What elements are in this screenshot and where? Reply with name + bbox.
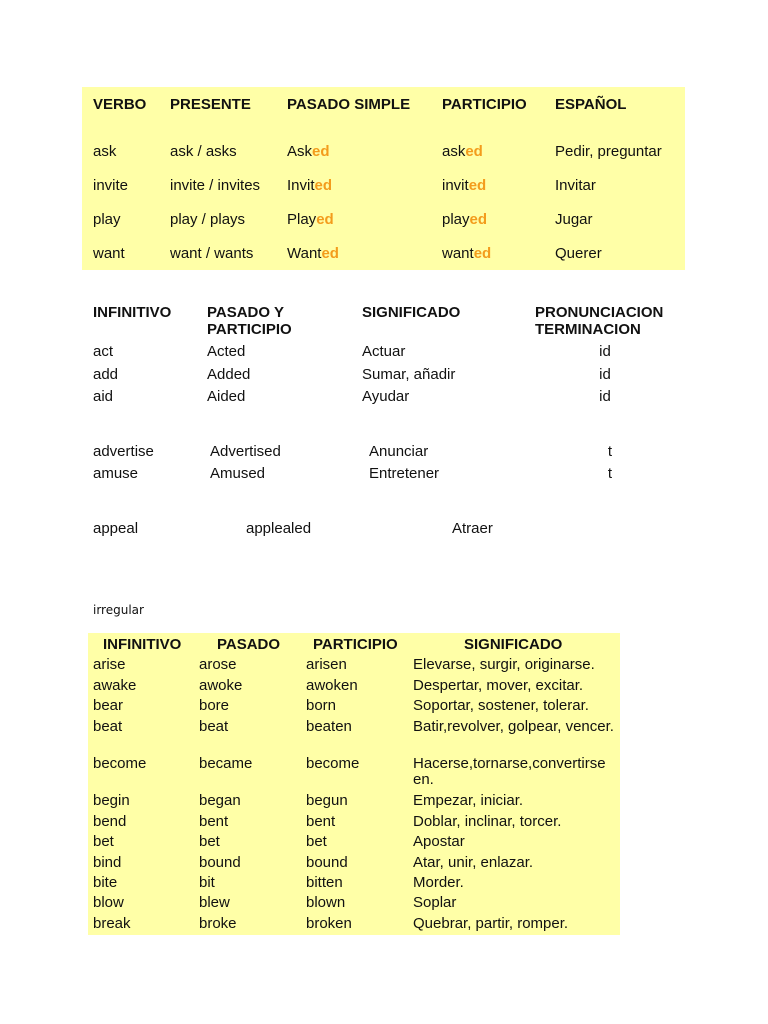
table-cell: Sumar, añadir — [362, 366, 456, 383]
header-participio: PARTICIPIO — [313, 636, 398, 653]
table-cell — [442, 211, 487, 228]
table-cell: Atar, unir, enlazar. — [413, 854, 534, 871]
table-cell: bet — [199, 833, 220, 850]
table-cell: Hacerse,tornarse,convertirse en. — [413, 755, 606, 788]
table-cell: broken — [306, 915, 352, 932]
ed-suffix: ed — [468, 177, 487, 194]
pronunciation-table — [93, 304, 693, 544]
table-cell: Elevarse, surgir, originarse. — [413, 656, 595, 673]
table-cell: Quebrar, partir, romper. — [413, 915, 569, 932]
header-infinitivo: INFINITIVO — [103, 636, 182, 653]
ed-suffix: ed — [469, 211, 488, 228]
table-cell: awoken — [306, 677, 358, 694]
table-cell: arise — [93, 656, 126, 673]
table-cell: t — [607, 443, 613, 460]
table-cell: invite / invites — [170, 177, 261, 194]
header-participio: PARTICIPIO — [442, 96, 527, 113]
table-cell: ask / asks — [170, 143, 237, 160]
table-cell: awoke — [199, 677, 243, 694]
table-cell: Empezar, iniciar. — [413, 792, 524, 809]
table-cell: play / plays — [170, 211, 246, 228]
table-cell: Added — [207, 366, 251, 383]
table-cell: id — [599, 343, 611, 360]
table-cell: Soplar — [413, 894, 457, 911]
table-cell: add — [93, 366, 119, 383]
header-pronunciacion-terminacion: PRONUNCIACION TERMINACION — [535, 304, 664, 338]
table-cell: Acted — [207, 343, 246, 360]
table-cell: bit — [199, 874, 215, 891]
table-cell: Aided — [207, 388, 246, 405]
table-cell: arisen — [306, 656, 347, 673]
table-cell: awake — [93, 677, 137, 694]
ed-suffix: ed — [321, 245, 339, 262]
table-cell: bend — [93, 813, 127, 830]
table-cell: Batir,revolver, golpear, vencer. — [413, 718, 614, 735]
table-cell: blow — [93, 894, 124, 911]
table-cell: want — [93, 245, 125, 262]
table-cell: bent — [306, 813, 336, 830]
irregular-verbs-table — [88, 633, 620, 935]
table-cell: beaten — [306, 718, 352, 735]
header-verbo: VERBO — [93, 96, 147, 113]
table-cell: bet — [306, 833, 327, 850]
table-cell: bore — [199, 697, 230, 714]
table-cell — [442, 177, 486, 194]
section-label-irregular: irregular — [93, 603, 144, 617]
header-pasado-y-participio: PASADO Y PARTICIPIO — [207, 304, 292, 338]
ed-suffix: ed — [316, 211, 334, 228]
table-cell: Actuar — [362, 343, 406, 360]
table-cell: advertise — [93, 443, 154, 460]
header-pasado: PASADO — [217, 636, 281, 653]
table-cell: Atraer — [452, 520, 493, 537]
table-cell: amuse — [93, 465, 139, 482]
table-cell: blew — [199, 894, 230, 911]
table-cell: broke — [199, 915, 237, 932]
table-cell: Pedir, preguntar — [555, 143, 662, 160]
table-cell: bound — [199, 854, 241, 871]
table-cell: bite — [93, 874, 118, 891]
verb-stem: Invit — [287, 177, 315, 194]
header-infinitivo: INFINITIVO — [93, 304, 172, 321]
table-cell — [287, 177, 332, 194]
table-cell: beat — [199, 718, 229, 735]
verb-stem: want — [442, 245, 474, 262]
table-cell: Morder. — [413, 874, 464, 891]
ed-suffix: ed — [312, 143, 330, 160]
verb-stem: Ask — [287, 143, 313, 160]
table-cell — [442, 143, 483, 160]
table-cell — [287, 143, 330, 160]
verb-stem: play — [442, 211, 470, 228]
ed-suffix: ed — [465, 143, 483, 160]
table-cell: Querer — [555, 245, 602, 262]
header-pasado-simple: PASADO SIMPLE — [287, 96, 411, 113]
header-presente: PRESENTE — [170, 96, 251, 113]
table-cell: aid — [93, 388, 114, 405]
table-cell: t — [607, 465, 613, 482]
regular-verbs-table — [82, 87, 685, 270]
verb-stem: Want — [287, 245, 322, 262]
table-cell: ask — [93, 143, 117, 160]
table-cell: became — [199, 755, 253, 772]
header-significado: SIGNIFICADO — [362, 304, 461, 321]
header-significado: SIGNIFICADO — [464, 636, 563, 653]
table-cell: bear — [93, 697, 124, 714]
table-cell: begun — [306, 792, 348, 809]
table-cell: applealed — [246, 520, 312, 537]
table-cell: id — [599, 366, 611, 383]
table-cell: began — [199, 792, 241, 809]
table-cell: Entretener — [369, 465, 440, 482]
table-cell: begin — [93, 792, 130, 809]
table-cell: Amused — [210, 465, 266, 482]
table-cell: Anunciar — [369, 443, 429, 460]
table-cell: Soportar, sostener, tolerar. — [413, 697, 589, 714]
table-cell: invite — [93, 177, 129, 194]
table-cell: Invitar — [555, 177, 596, 194]
verb-stem: invit — [442, 177, 469, 194]
verb-stem: Play — [287, 211, 317, 228]
table-cell: bind — [93, 854, 122, 871]
table-cell: appeal — [93, 520, 139, 537]
table-cell: born — [306, 697, 337, 714]
table-cell: bet — [93, 833, 114, 850]
ed-suffix: ed — [314, 177, 333, 194]
table-cell: become — [93, 755, 147, 772]
table-cell: want / wants — [170, 245, 254, 262]
table-cell: bent — [199, 813, 229, 830]
table-cell: arose — [199, 656, 237, 673]
table-cell: blown — [306, 894, 346, 911]
table-cell: beat — [93, 718, 123, 735]
header-espanol: ESPAÑOL — [555, 96, 627, 113]
table-cell — [287, 211, 334, 228]
table-cell — [442, 245, 491, 262]
table-cell: break — [93, 915, 131, 932]
table-cell — [287, 245, 339, 262]
ed-suffix: ed — [473, 245, 492, 262]
table-cell: Ayudar — [362, 388, 410, 405]
table-cell: become — [306, 755, 360, 772]
table-cell: Apostar — [413, 833, 465, 850]
table-cell: Advertised — [210, 443, 281, 460]
table-cell: Despertar, mover, excitar. — [413, 677, 584, 694]
table-cell: bitten — [306, 874, 343, 891]
table-cell: play — [93, 211, 121, 228]
table-cell: act — [93, 343, 114, 360]
table-cell: id — [599, 388, 611, 405]
table-cell: Jugar — [555, 211, 593, 228]
table-cell: bound — [306, 854, 348, 871]
verb-stem: ask — [442, 143, 466, 160]
table-cell: Doblar, inclinar, torcer. — [413, 813, 562, 830]
